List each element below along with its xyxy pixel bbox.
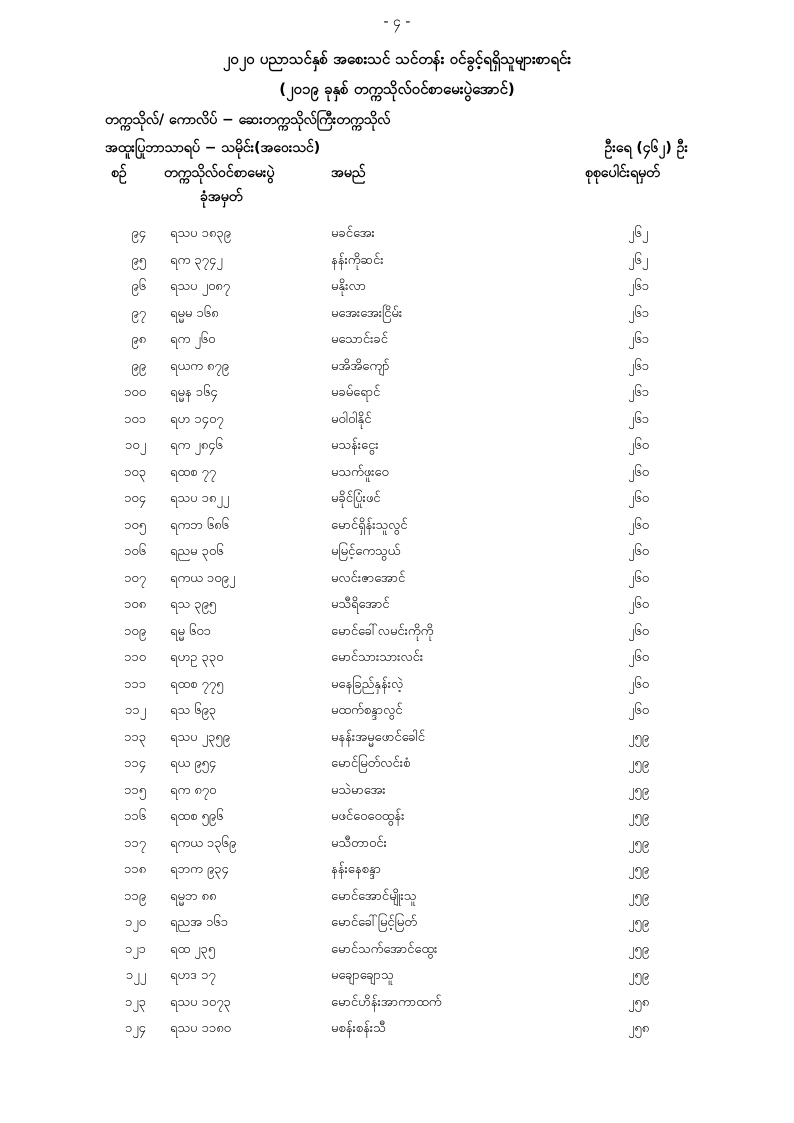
student-name: မောင်မြတ်လင်းစံ [331, 756, 411, 771]
table-row [0, 486, 794, 513]
student-name: မဖင်ဝေဝေထွန်း [331, 809, 405, 824]
student-name: မသဲမာအေး [331, 782, 386, 798]
roll-number: ရသ ၆၉၃ [170, 703, 217, 718]
total-marks: ၂၆၀ [628, 676, 650, 692]
total-marks: ၂၅၉ [628, 941, 650, 957]
student-name: မသက်ဖူးဝေ [331, 464, 389, 480]
roll-number: ရသပ ၂၀၈၇ [170, 279, 231, 294]
row-number: ၁၁၃ [124, 729, 146, 745]
total-marks: ၂၆၀ [628, 438, 650, 453]
total-marks: ၂၆၀ [628, 491, 650, 506]
roll-number: ရယ ၉၅၄ [170, 756, 217, 771]
roll-number: ရမ္မဘ ၈၈ [170, 888, 217, 904]
roll-number: ရမ္မမ ၁၆၈ [170, 305, 219, 321]
table-row [0, 380, 794, 407]
row-number: ၁၁၄ [124, 756, 146, 771]
student-name: မခိုင်ပြုံးဖင် [331, 491, 381, 506]
header-marks: စုစုပေါင်းရမှတ် [585, 165, 660, 181]
total-marks: ၂၆၁ [628, 305, 650, 321]
header-name: အမည် [331, 165, 366, 181]
student-name: မချောချောသူ [331, 968, 394, 983]
row-number: ၁၁၁ [124, 676, 146, 692]
table-row [0, 751, 794, 778]
row-number: ၁၀၃ [124, 464, 146, 480]
roll-number: ရကယ ၁၀၉၂ [170, 570, 236, 586]
total-marks: ၂၅၉ [628, 862, 650, 877]
student-name: မောင်ဟိန်းအာကာထက် [331, 994, 442, 1010]
roll-number: ရဟဒ ၁၇ [170, 968, 216, 983]
roll-number: ရညအ ၁၆၁ [170, 915, 229, 930]
student-name: မဝါဝါနိုင် [331, 411, 372, 427]
row-number: ၁၀၂ [124, 438, 146, 453]
table-row [0, 513, 794, 540]
student-name: မသီတာဝင်း [331, 835, 387, 851]
roll-number: ရထစ ၅၉၆ [170, 809, 224, 824]
table-row [0, 327, 794, 354]
table-row [0, 910, 794, 937]
roll-number: ရကဘ ၆၈၆ [170, 517, 229, 533]
table-row [0, 460, 794, 487]
roll-number: ရက ၈၇၀ [170, 782, 217, 798]
total-marks: ၂၅၉ [628, 888, 650, 904]
student-name: မသီရိအောင် [331, 597, 390, 612]
table-row [0, 407, 794, 434]
roll-number: ရသပ ၁၈၃၉ [170, 226, 231, 241]
roll-number: ရက ၃၇၄၂ [170, 252, 223, 268]
student-name: မလင်းဇာအောင် [331, 570, 406, 586]
major-line: အထူးပြုဘာသာရပ် − သမိုင်း(အဝေးသင်) [105, 140, 321, 156]
row-number: ၁၀၅ [124, 517, 146, 533]
row-number: ၁၂၀ [124, 915, 146, 930]
roll-number: ရဟ ၁၄၀၇ [170, 411, 224, 427]
table-row [0, 248, 794, 275]
header-no: စဉ် [111, 165, 127, 181]
total-marks: ၂၆၀ [628, 597, 650, 612]
table-row [0, 301, 794, 328]
student-name: မောင်သက်အောင်ထွေး [331, 941, 438, 957]
row-number: ၉၉ [131, 358, 146, 374]
total-marks: ၂၆၀ [628, 650, 650, 665]
page-number: - ၄ - [383, 14, 411, 30]
student-name: မခင်အေး [331, 226, 375, 241]
table-row [0, 566, 794, 593]
roll-number: ရထစ ၇၇ [170, 464, 217, 480]
total-marks: ၂၆၀ [628, 464, 650, 480]
total-marks: ၂၆၂ [628, 252, 649, 268]
row-number: ၁၂၄ [124, 1021, 146, 1036]
row-number: ၁၁၇ [124, 835, 146, 851]
table-row [0, 990, 794, 1017]
roll-number: ရဟဥ ၃၃၀ [170, 650, 224, 665]
student-count: ဦးရေ (၄၆၂) ဦး [604, 140, 688, 156]
table-row [0, 619, 794, 646]
student-name: မစန်းစန်းသီ [331, 1021, 386, 1036]
total-marks: ၂၅၉ [628, 782, 650, 798]
university-line: တက္ကသိုလ်/ ကောလိပ် − ဆေးတက္ကသိုလ်ကြီးတက္ကသိုလ် [105, 112, 391, 128]
roll-number: ရသပ ၁၈၂၂ [170, 491, 230, 506]
student-name: မသန်းငွေး [331, 438, 379, 453]
total-marks: ၂၆၁ [628, 332, 650, 347]
row-number: ၁၂၁ [124, 941, 146, 957]
student-name: မောင်ခေါ်လမင်းကိုကို [331, 623, 434, 639]
student-name: နန်းနေစန္ဒာ [331, 862, 381, 877]
row-number: ၉၈ [131, 332, 146, 347]
row-number: ၁၀၁ [124, 411, 146, 427]
row-number: ၉၆ [131, 279, 146, 294]
row-number: ၁၁၈ [123, 862, 146, 877]
total-marks: ၂၅၉ [628, 968, 650, 983]
table-row [0, 274, 794, 301]
table-row [0, 725, 794, 752]
total-marks: ၂၅၈ [628, 994, 650, 1010]
total-marks: ၂၅၉ [628, 809, 650, 824]
header-roll-line2: ခုံအမှတ် [200, 189, 243, 205]
row-number: ၁၁၅ [124, 782, 146, 798]
roll-number: ရက ၂၆၀ [170, 332, 216, 347]
roll-number: ရထစ ၇၇၅ [170, 676, 224, 692]
total-marks: ၂၆၁ [628, 358, 650, 374]
row-number: ၁၀၉ [124, 623, 146, 639]
total-marks: ၂၆၀ [628, 623, 650, 639]
student-name: မနေခြည်နှန်းလဲ့ [331, 676, 404, 692]
roll-number: ရမ္မန ၁၆၄ [170, 385, 218, 400]
total-marks: ၂၆၀ [628, 544, 650, 559]
table-row [0, 592, 794, 619]
total-marks: ၂၅၉ [628, 756, 650, 771]
total-marks: ၂၅၉ [628, 729, 650, 745]
table-row [0, 539, 794, 566]
row-number: ၉၇ [131, 305, 146, 321]
student-name: မအိအိကျော် [331, 358, 390, 374]
total-marks: ၂၆၁ [628, 279, 650, 294]
total-marks: ၂၆၀ [628, 570, 650, 586]
table-row [0, 433, 794, 460]
roll-number: ရထ ၂၃၅ [170, 941, 216, 957]
table-row [0, 698, 794, 725]
student-name: မခမ်ရောင် [331, 385, 381, 400]
row-number: ၁၁၂ [124, 703, 146, 718]
student-name: မောင်အောင်မျိုးသူ [331, 888, 417, 904]
roll-number: ရသပ ၂၃၅၉ [170, 729, 230, 745]
document-subtitle: (၂၀၁၉ ခုနှစ် တက္ကသိုလ်ဝင်စာမေးပွဲအောင်) [279, 80, 515, 98]
roll-number: ရဘက ၉၃၄ [170, 862, 229, 877]
total-marks: ၂၆၀ [628, 703, 650, 718]
row-number: ၁၂၃ [124, 994, 146, 1010]
table-row [0, 221, 794, 248]
student-name: မနိုးလာ [331, 279, 366, 294]
student-name: မအေးအေးငြိမ်း [331, 305, 403, 321]
table-row [0, 804, 794, 831]
header-roll-line1: တက္ကသိုလ်ဝင်စာမေးပွဲ [164, 165, 275, 181]
row-number: ၁၂၂ [125, 968, 146, 983]
student-name: မောင်ခေါ်မြင့်မြတ် [331, 915, 417, 930]
table-row [0, 884, 794, 911]
student-name: မမြင့်ကေသွယ် [331, 544, 401, 559]
row-number: ၁၁၉ [124, 888, 146, 904]
table-row [0, 937, 794, 964]
row-number: ၉၅ [131, 252, 146, 268]
total-marks: ၂၆၁ [628, 411, 650, 427]
roll-number: ရမ္မ ၆၀၁ [170, 623, 211, 639]
table-row [0, 645, 794, 672]
student-name: နန်းကိုဆင်း [331, 252, 384, 268]
student-name: မောင်ရှိန်းသူလွင် [331, 517, 408, 533]
student-name: မသောင်းခင် [331, 332, 388, 347]
roll-number: ရသပ ၁၁၈၀ [170, 1021, 231, 1036]
results-list [0, 221, 794, 1043]
roll-number: ရကယ ၁၃၆၉ [170, 835, 237, 851]
student-name: မောင်သားသားလင်း [331, 650, 424, 665]
table-row [0, 831, 794, 858]
table-row [0, 1016, 794, 1043]
document-title: ၂၀၂၀ ပညာသင်နှစ် အစေးသင် သင်တန်း ဝင်ခွင့်ရရှိသူများစာရင်း [222, 50, 572, 68]
row-number: ၁၁၀ [124, 650, 146, 665]
total-marks: ၂၅၉ [628, 835, 650, 851]
table-row [0, 963, 794, 990]
row-number: ၁၁၆ [124, 809, 146, 824]
total-marks: ၂၆၁ [628, 385, 650, 400]
table-row [0, 354, 794, 381]
roll-number: ရညမ ၃၀၆ [170, 544, 224, 559]
row-number: ၁၀၄ [124, 491, 146, 506]
roll-number: ရသပ ၁၀၇၃ [170, 994, 231, 1010]
student-name: မနန်းအမ္မဖောင်ခေါင် [331, 729, 425, 745]
row-number: ၁၀၆ [124, 544, 146, 559]
row-number: ၁၀၇ [124, 570, 146, 586]
student-name: မထက်စန္ဒာလွင် [331, 703, 403, 718]
total-marks: ၂၆၀ [628, 517, 650, 533]
row-number: ၉၄ [131, 226, 146, 241]
row-number: ၁၀၈ [123, 597, 146, 612]
table-row [0, 672, 794, 699]
total-marks: ၂၅၈ [628, 1021, 650, 1036]
roll-number: ရယက ၈၇၉ [170, 358, 229, 374]
table-row [0, 857, 794, 884]
row-number: ၁၀၀ [124, 385, 146, 400]
table-row [0, 778, 794, 805]
total-marks: ၂၆၂ [628, 226, 649, 241]
total-marks: ၂၅၉ [628, 915, 650, 930]
roll-number: ရသ ၃၉၅ [170, 597, 217, 612]
roll-number: ရက ၂၈၄၆ [170, 438, 223, 453]
